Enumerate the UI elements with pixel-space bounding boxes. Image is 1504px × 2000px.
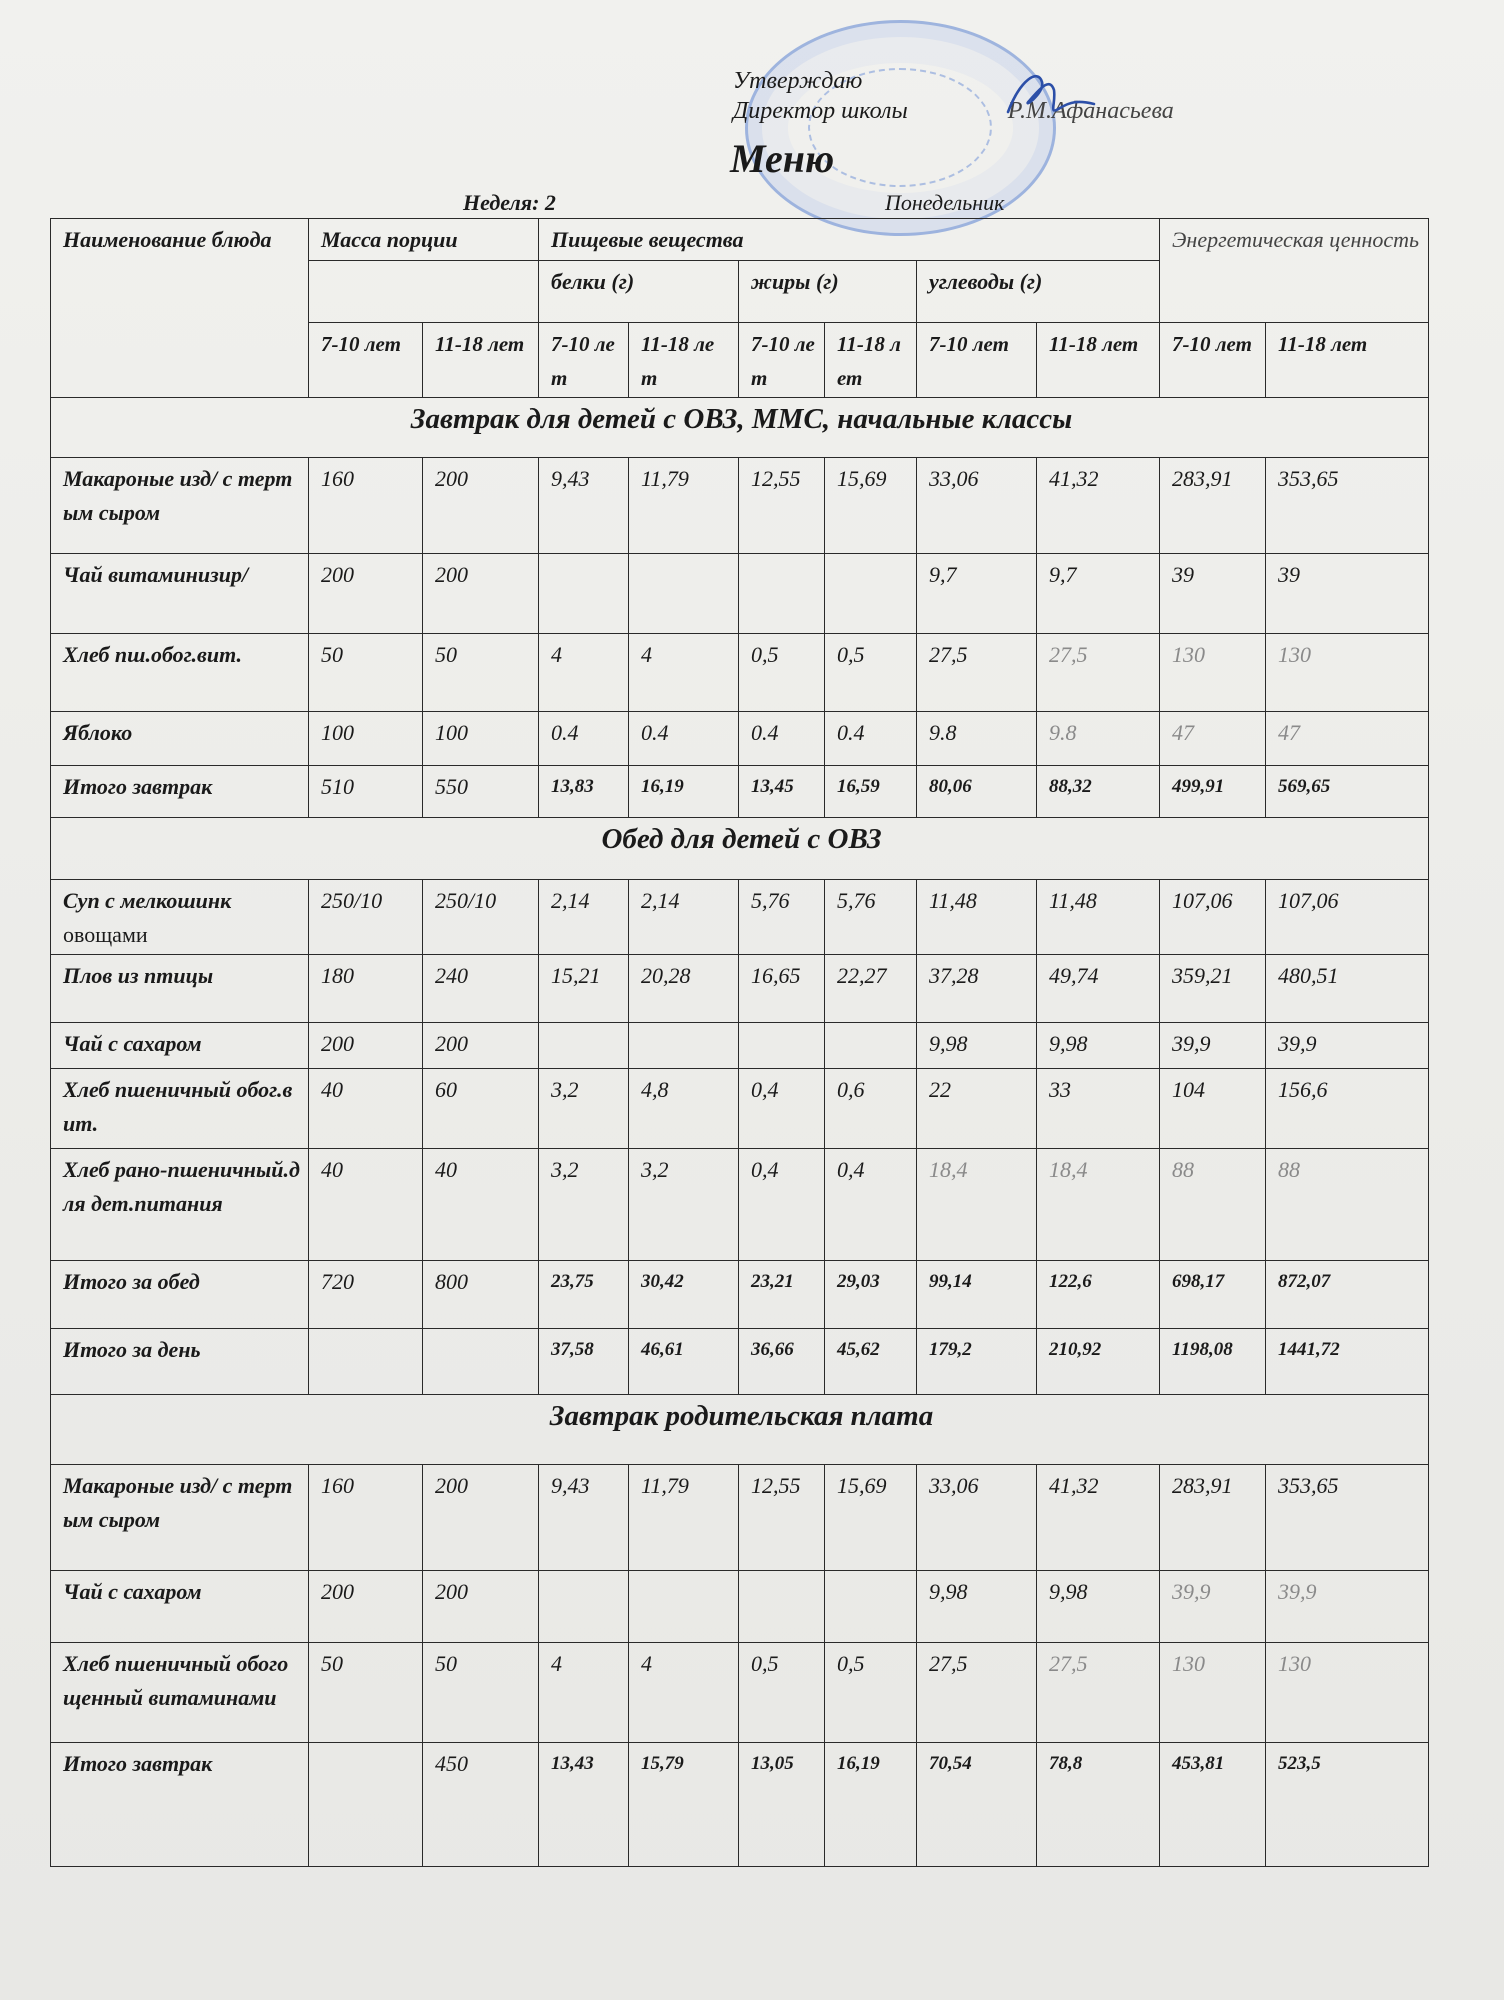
value-cell: 16,65 <box>739 955 825 1023</box>
value-cell: 45,62 <box>825 1329 917 1395</box>
dish-name-cell <box>51 1023 309 1069</box>
value-cell: 23,75 <box>539 1261 629 1329</box>
table-row <box>51 712 1429 766</box>
value-cell <box>825 1023 917 1069</box>
table-row <box>51 1023 1429 1069</box>
menu-table <box>50 218 1429 1867</box>
dish-name-cell <box>51 458 309 554</box>
value-cell <box>309 1329 423 1395</box>
value-cell: 453,81 <box>1160 1743 1266 1867</box>
week-label: Неделя: 2 <box>463 190 556 215</box>
value-cell: 100 <box>423 712 539 766</box>
dish-name-cell <box>51 554 309 634</box>
value-cell: 156,6 <box>1266 1069 1429 1149</box>
value-cell: 88 <box>1160 1149 1266 1261</box>
value-cell: 0,6 <box>825 1069 917 1149</box>
col-energy-header: Энергетическая ценность <box>1160 219 1429 323</box>
value-cell: 9,43 <box>539 1465 629 1571</box>
section-row <box>51 818 1429 880</box>
value-cell: 4 <box>539 634 629 712</box>
value-cell: 0,5 <box>739 1643 825 1743</box>
value-cell <box>309 1743 423 1867</box>
value-cell: 23,21 <box>739 1261 825 1329</box>
value-cell: 88,32 <box>1037 766 1160 818</box>
value-cell: 0.4 <box>739 712 825 766</box>
dish-name: Яблоко <box>63 720 133 745</box>
value-cell: 39,9 <box>1266 1023 1429 1069</box>
day-label: Понедельник <box>885 190 1005 215</box>
value-cell: 200 <box>309 1571 423 1643</box>
value-cell: 27,5 <box>917 1643 1037 1743</box>
section-title: Завтрак для детей с ОВЗ, ММС, начальные классы <box>51 398 1429 458</box>
value-cell: 39,9 <box>1160 1571 1266 1643</box>
table-row <box>51 1743 1429 1867</box>
value-cell: 283,91 <box>1160 1465 1266 1571</box>
value-cell: 12,55 <box>739 1465 825 1571</box>
value-cell: 88 <box>1266 1149 1429 1261</box>
value-cell: 18,4 <box>917 1149 1037 1261</box>
value-cell: 0,5 <box>739 634 825 712</box>
value-cell: 4,8 <box>629 1069 739 1149</box>
value-cell: 283,91 <box>1160 458 1266 554</box>
value-cell: 250/10 <box>423 880 539 955</box>
table-row <box>51 955 1429 1023</box>
section-row <box>51 1395 1429 1465</box>
value-cell <box>539 1023 629 1069</box>
dish-name: Хлеб рано-пшеничный.для дет.питания <box>63 1157 300 1216</box>
value-cell: 2,14 <box>629 880 739 955</box>
value-cell: 13,05 <box>739 1743 825 1867</box>
value-cell: 0.4 <box>629 712 739 766</box>
col-dish-header: Наименование блюда <box>51 219 309 398</box>
value-cell: 9.8 <box>917 712 1037 766</box>
dish-name-cell <box>51 634 309 712</box>
value-cell: 15,21 <box>539 955 629 1023</box>
value-cell: 22,27 <box>825 955 917 1023</box>
value-cell: 50 <box>309 1643 423 1743</box>
table-row <box>51 458 1429 554</box>
value-cell: 5,76 <box>825 880 917 955</box>
age-header: 7-10 лет <box>739 323 825 398</box>
value-cell <box>629 554 739 634</box>
value-cell: 20,28 <box>629 955 739 1023</box>
value-cell: 9,43 <box>539 458 629 554</box>
value-cell: 569,65 <box>1266 766 1429 818</box>
dish-name-cell <box>51 1149 309 1261</box>
value-cell: 33 <box>1037 1069 1160 1149</box>
value-cell: 33,06 <box>917 458 1037 554</box>
value-cell: 50 <box>309 634 423 712</box>
value-cell <box>629 1023 739 1069</box>
value-cell: 0,5 <box>825 1643 917 1743</box>
value-cell: 99,14 <box>917 1261 1037 1329</box>
table-row <box>51 554 1429 634</box>
table-row <box>51 634 1429 712</box>
value-cell: 200 <box>423 554 539 634</box>
value-cell: 30,42 <box>629 1261 739 1329</box>
value-cell: 353,65 <box>1266 458 1429 554</box>
value-cell: 450 <box>423 1743 539 1867</box>
table-row <box>51 1261 1429 1329</box>
value-cell: 36,66 <box>739 1329 825 1395</box>
value-cell: 0.4 <box>825 712 917 766</box>
value-cell: 800 <box>423 1261 539 1329</box>
value-cell: 16,59 <box>825 766 917 818</box>
age-header: 7-10 лет <box>1160 323 1266 398</box>
value-cell: 9,98 <box>1037 1571 1160 1643</box>
value-cell: 200 <box>309 1023 423 1069</box>
value-cell <box>825 554 917 634</box>
value-cell: 11,48 <box>1037 880 1160 955</box>
value-cell: 200 <box>423 458 539 554</box>
value-cell: 180 <box>309 955 423 1023</box>
value-cell <box>825 1571 917 1643</box>
value-cell: 250/10 <box>309 880 423 955</box>
value-cell: 18,4 <box>1037 1149 1160 1261</box>
value-cell: 12,55 <box>739 458 825 554</box>
value-cell: 39 <box>1266 554 1429 634</box>
value-cell: 3,2 <box>539 1069 629 1149</box>
value-cell: 550 <box>423 766 539 818</box>
value-cell: 353,65 <box>1266 1465 1429 1571</box>
value-cell: 40 <box>309 1069 423 1149</box>
dish-name: Макароные изд/ с тертым сыром <box>63 1473 293 1532</box>
table-header-row <box>51 219 1429 261</box>
dish-name: Хлеб пшеничный обогощенный витаминами <box>63 1651 289 1710</box>
value-cell <box>629 1571 739 1643</box>
table-row <box>51 1643 1429 1743</box>
dish-name: Итого завтрак <box>63 774 213 799</box>
value-cell: 200 <box>423 1465 539 1571</box>
value-cell: 200 <box>423 1571 539 1643</box>
value-cell: 39,9 <box>1160 1023 1266 1069</box>
value-cell: 46,61 <box>629 1329 739 1395</box>
dish-name-cell <box>51 766 309 818</box>
value-cell <box>539 554 629 634</box>
value-cell <box>423 1329 539 1395</box>
col-nutrients-header: Пищевые вещества <box>539 219 1160 261</box>
value-cell <box>539 1571 629 1643</box>
dish-name: Чай с сахаром <box>63 1031 202 1056</box>
value-cell: 29,03 <box>825 1261 917 1329</box>
value-cell: 1198,08 <box>1160 1329 1266 1395</box>
value-cell: 37,58 <box>539 1329 629 1395</box>
value-cell: 0,4 <box>739 1069 825 1149</box>
age-header: 7-10 лет <box>917 323 1037 398</box>
value-cell: 130 <box>1160 1643 1266 1743</box>
value-cell: 41,32 <box>1037 1465 1160 1571</box>
value-cell: 13,83 <box>539 766 629 818</box>
value-cell <box>739 554 825 634</box>
value-cell: 60 <box>423 1069 539 1149</box>
section-title: Обед для детей с ОВЗ <box>51 818 1429 880</box>
age-header: 7-10 лет <box>539 323 629 398</box>
table-row <box>51 1465 1429 1571</box>
dish-name-continued: овощами <box>63 922 148 947</box>
value-cell: 15,69 <box>825 1465 917 1571</box>
value-cell: 16,19 <box>629 766 739 818</box>
dish-name: Хлеб пш.обог.вит. <box>63 642 242 667</box>
value-cell: 9.8 <box>1037 712 1160 766</box>
value-cell: 200 <box>309 554 423 634</box>
page-title: Меню <box>730 136 835 181</box>
value-cell: 50 <box>423 1643 539 1743</box>
table-row <box>51 766 1429 818</box>
section-title: Завтрак родительская плата <box>51 1395 1429 1465</box>
col-carbs-header: углеводы (г) <box>917 261 1160 323</box>
dish-name-cell <box>51 1743 309 1867</box>
value-cell: 0,4 <box>825 1149 917 1261</box>
value-cell: 2,14 <box>539 880 629 955</box>
dish-name-cell <box>51 712 309 766</box>
value-cell: 40 <box>423 1149 539 1261</box>
col-portion-header: Масса порции <box>309 219 539 261</box>
table-row <box>51 1329 1429 1395</box>
value-cell: 13,45 <box>739 766 825 818</box>
value-cell: 15,79 <box>629 1743 739 1867</box>
col-portion-blank <box>309 261 539 323</box>
value-cell: 698,17 <box>1160 1261 1266 1329</box>
value-cell: 240 <box>423 955 539 1023</box>
age-header: 11-18 лет <box>423 323 539 398</box>
value-cell: 3,2 <box>539 1149 629 1261</box>
dish-name-cell <box>51 1643 309 1743</box>
dish-name: Итого за обед <box>63 1269 200 1294</box>
value-cell: 47 <box>1160 712 1266 766</box>
value-cell: 104 <box>1160 1069 1266 1149</box>
value-cell: 9,98 <box>917 1023 1037 1069</box>
value-cell: 40 <box>309 1149 423 1261</box>
dish-name-cell <box>51 1465 309 1571</box>
value-cell: 130 <box>1266 634 1429 712</box>
value-cell: 523,5 <box>1266 1743 1429 1867</box>
age-header: 7-10 лет <box>309 323 423 398</box>
signature-icon <box>990 60 1100 130</box>
dish-name: Плов из птицы <box>63 963 214 988</box>
dish-name-cell <box>51 1329 309 1395</box>
value-cell: 39,9 <box>1266 1571 1429 1643</box>
value-cell: 33,06 <box>917 1465 1037 1571</box>
approve-label: Утверждаю <box>733 68 863 94</box>
value-cell: 872,07 <box>1266 1261 1429 1329</box>
value-cell: 480,51 <box>1266 955 1429 1023</box>
table-row <box>51 1149 1429 1261</box>
value-cell: 4 <box>539 1643 629 1743</box>
value-cell: 78,8 <box>1037 1743 1160 1867</box>
value-cell: 720 <box>309 1261 423 1329</box>
value-cell: 13,43 <box>539 1743 629 1867</box>
value-cell: 200 <box>423 1023 539 1069</box>
value-cell: 27,5 <box>1037 634 1160 712</box>
table-row <box>51 1069 1429 1149</box>
dish-name: Итого завтрак <box>63 1751 213 1776</box>
value-cell: 4 <box>629 1643 739 1743</box>
value-cell: 27,5 <box>1037 1643 1160 1743</box>
value-cell: 210,92 <box>1037 1329 1160 1395</box>
value-cell: 0.4 <box>539 712 629 766</box>
value-cell: 4 <box>629 634 739 712</box>
dish-name: Чай с сахаром <box>63 1579 202 1604</box>
value-cell: 41,32 <box>1037 458 1160 554</box>
value-cell: 130 <box>1266 1643 1429 1743</box>
age-header: 11-18 лет <box>1266 323 1429 398</box>
value-cell: 0,4 <box>739 1149 825 1261</box>
value-cell: 11,79 <box>629 1465 739 1571</box>
value-cell: 50 <box>423 634 539 712</box>
value-cell: 9,7 <box>1037 554 1160 634</box>
value-cell: 15,69 <box>825 458 917 554</box>
dish-name: Итого за день <box>63 1337 201 1362</box>
table-row <box>51 880 1429 955</box>
value-cell: 27,5 <box>917 634 1037 712</box>
value-cell: 107,06 <box>1160 880 1266 955</box>
value-cell: 9,98 <box>917 1571 1037 1643</box>
value-cell: 3,2 <box>629 1149 739 1261</box>
value-cell: 11,79 <box>629 458 739 554</box>
dish-name: Суп с мелкошинк <box>63 888 232 913</box>
dish-name-cell <box>51 1069 309 1149</box>
approval-block <box>733 66 1174 126</box>
value-cell: 359,21 <box>1160 955 1266 1023</box>
value-cell: 1441,72 <box>1266 1329 1429 1395</box>
value-cell: 9,98 <box>1037 1023 1160 1069</box>
dish-name: Макароные изд/ с тертым сыром <box>63 466 293 525</box>
value-cell: 49,74 <box>1037 955 1160 1023</box>
dish-name-cell <box>51 1571 309 1643</box>
value-cell: 499,91 <box>1160 766 1266 818</box>
section-row <box>51 398 1429 458</box>
value-cell: 130 <box>1160 634 1266 712</box>
value-cell: 0,5 <box>825 634 917 712</box>
value-cell: 107,06 <box>1266 880 1429 955</box>
value-cell <box>739 1571 825 1643</box>
value-cell: 70,54 <box>917 1743 1037 1867</box>
value-cell: 11,48 <box>917 880 1037 955</box>
value-cell: 80,06 <box>917 766 1037 818</box>
value-cell: 47 <box>1266 712 1429 766</box>
director-label: Директор школы <box>733 98 908 124</box>
table-row <box>51 1571 1429 1643</box>
value-cell: 37,28 <box>917 955 1037 1023</box>
value-cell: 160 <box>309 458 423 554</box>
value-cell: 100 <box>309 712 423 766</box>
value-cell <box>739 1023 825 1069</box>
dish-name-cell <box>51 880 309 955</box>
col-protein-header: белки (г) <box>539 261 739 323</box>
dish-name: Хлеб пшеничный обог.вит. <box>63 1077 293 1136</box>
value-cell: 160 <box>309 1465 423 1571</box>
dish-name-cell <box>51 1261 309 1329</box>
value-cell: 16,19 <box>825 1743 917 1867</box>
age-header: 11-18 лет <box>629 323 739 398</box>
value-cell: 510 <box>309 766 423 818</box>
value-cell: 122,6 <box>1037 1261 1160 1329</box>
value-cell: 39 <box>1160 554 1266 634</box>
director-name: Р.М.Афанасьева <box>1007 98 1174 124</box>
value-cell: 22 <box>917 1069 1037 1149</box>
value-cell: 9,7 <box>917 554 1037 634</box>
dish-name: Чай витаминизир/ <box>63 562 249 587</box>
value-cell: 5,76 <box>739 880 825 955</box>
dish-name-cell <box>51 955 309 1023</box>
age-header: 11-18 лет <box>1037 323 1160 398</box>
value-cell: 179,2 <box>917 1329 1037 1395</box>
col-fat-header: жиры (г) <box>739 261 917 323</box>
age-header: 11-18 лет <box>825 323 917 398</box>
